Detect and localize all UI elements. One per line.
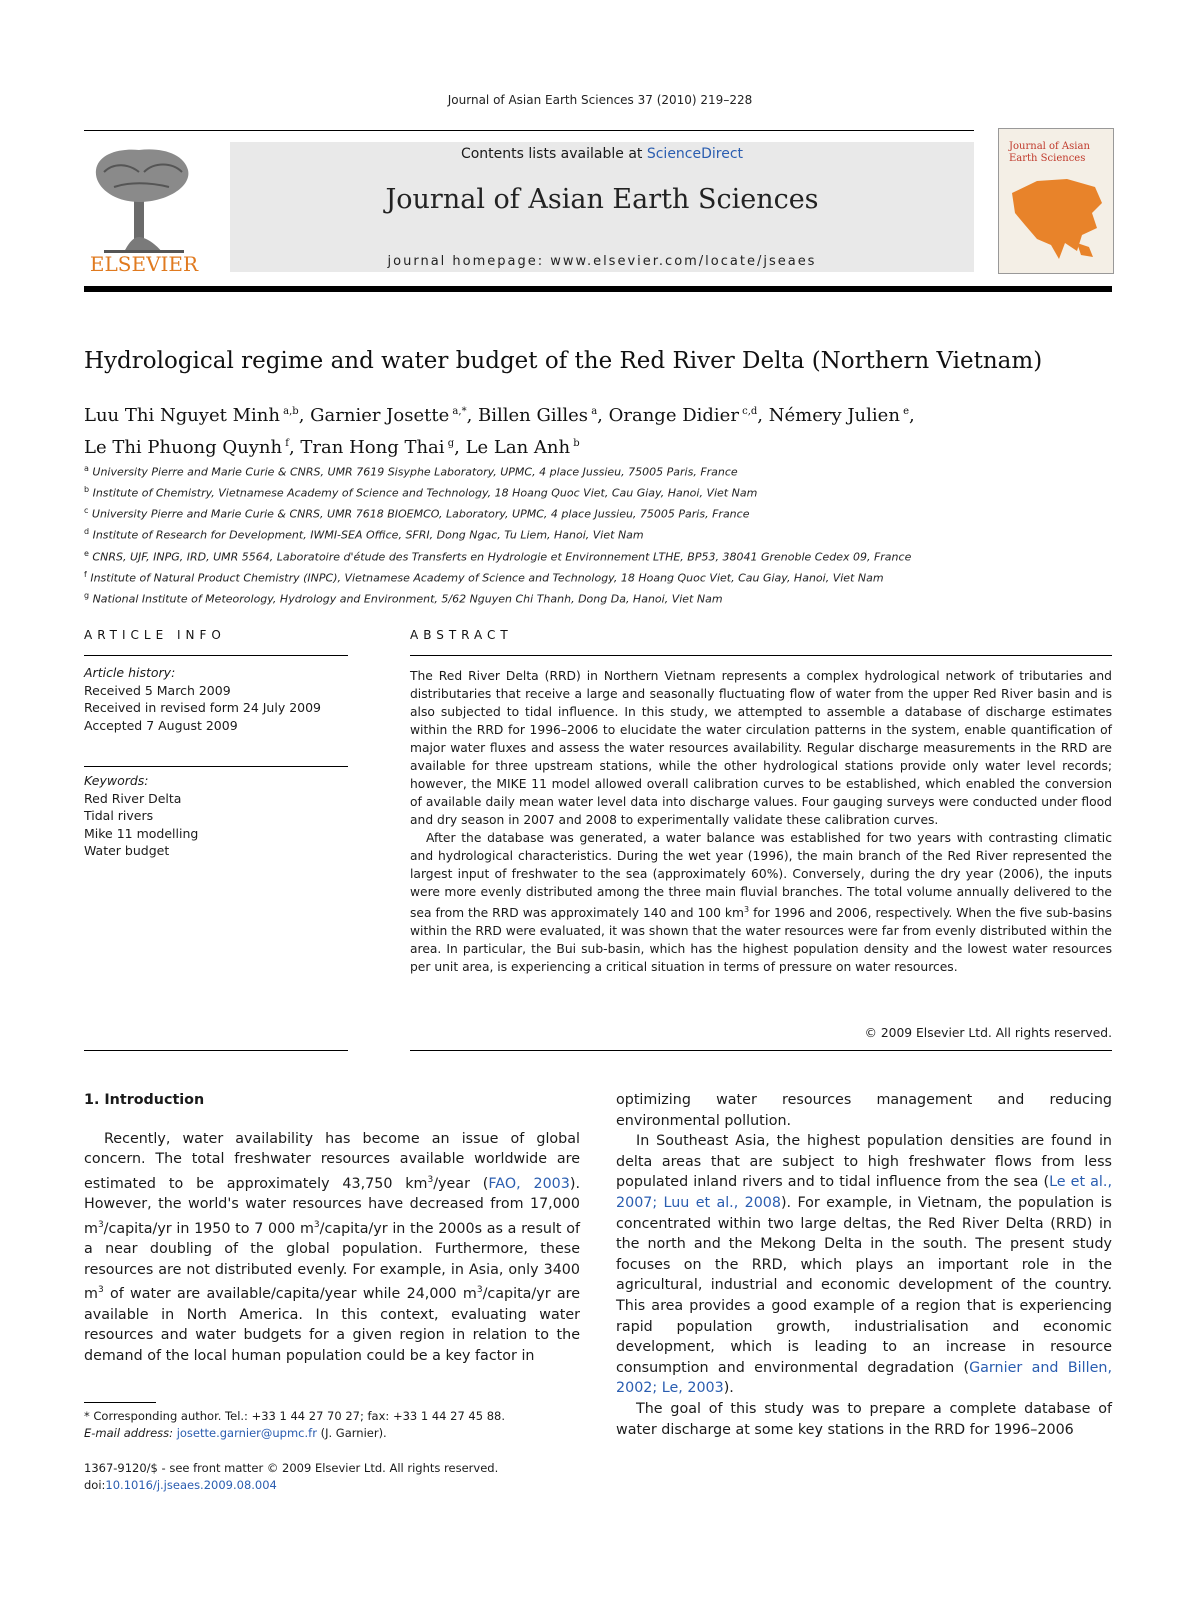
journal-title: Journal of Asian Earth Sciences: [385, 184, 819, 215]
keywords-rule: [84, 766, 348, 767]
body-paragraph: [84, 1129, 580, 1367]
keyword-item: Mike 11 modelling: [84, 825, 199, 841]
article-info-heading: ARTICLE INFO: [84, 628, 226, 642]
affiliation-mark: a: [84, 464, 89, 473]
superscript: 3: [427, 1174, 434, 1185]
affiliation-mark: g: [84, 590, 90, 600]
article-history: [84, 664, 348, 734]
author-affiliation-mark: c,d: [738, 406, 758, 417]
superscript: 3: [97, 1219, 104, 1230]
affiliation-mark: d: [84, 527, 90, 537]
journal-reference: Journal of Asian Earth Sciences 37 (2010) 219–228: [447, 93, 753, 107]
contents-line: [230, 146, 974, 162]
header-thick-rule: [84, 286, 1112, 292]
abstract-text-span: After the database was generated, a water balance was established for two years with contrasting climatic and hydrological characteristics. During the wet year (1996), the main branch of the Red River represented the largest input of freshwater to the sea (approximately 60%). Conversely, during the dry year (2006), the inputs were more evenly distributed among the three main fluvial branches. The total volume annually delivered to the sea from the RRD was approximately 140 and 100 km: [410, 831, 1112, 921]
affiliation-text: CNRS, UJF, INPG, IRD, UMR 5564, Laboratoire d'étude des Transferts en Hydrologie et Environnement LTHE, BP53, 38041 Grenoble Cedex 09, France: [88, 550, 912, 564]
text-span: ).: [723, 1380, 734, 1397]
affiliation-text: Institute of Research for Development, IWMI-SEA Office, SFRI, Dong Ngac, Tu Liem, Hanoi, Viet Nam: [89, 529, 644, 543]
author: , Tran Hong Thai: [288, 437, 445, 458]
author-affiliation-mark: a,b: [279, 406, 299, 417]
superscript: 3: [97, 1285, 104, 1296]
author: , Garnier Josette: [298, 405, 450, 426]
abstract-copyright: © 2009 Elsevier Ltd. All rights reserved.: [864, 1026, 1112, 1040]
superscript: 3: [476, 1285, 483, 1296]
author-affiliation-mark: e: [899, 406, 910, 417]
journal-banner: [230, 142, 974, 272]
affiliation-text: Institute of Natural Product Chemistry (INPC), Vietnamese Academy of Science and Technology, 18 Hoang Quoc Viet, Cau Giay, Hanoi, Viet Nam: [86, 571, 884, 585]
doi-prefix: doi:: [84, 1478, 106, 1492]
email-line: [84, 1425, 580, 1442]
affiliation-text: University Pierre and Marie Curie & CNRS, UMR 7619 Sisyphe Laboratory, UPMC, 4 place Jussieu, 75005 Paris, France: [88, 465, 738, 479]
section-heading: 1. Introduction: [84, 1092, 205, 1108]
affiliation-item: [84, 566, 1124, 587]
text-span: ). For example, in Vietnam, the population is concentrated within two large deltas, the Red River Delta (RRD) in the north and the Mekong Delta in the south. The present study focuses on the RRD, which plays an important role in the agricultural, industrial and economic development of the country. This area provides a good example of a region that is experiencing rapid population growth, industrialisation and economic development, which is leading to an increase in resource consumption and environmental degradation (: [616, 1194, 1112, 1376]
abstract-bottom-rule: [410, 1050, 1112, 1051]
author-affiliation-mark: f: [282, 438, 289, 449]
contents-prefix: Contents lists available at: [460, 146, 647, 162]
keyword-item: Red River Delta: [84, 790, 182, 806]
affiliation-item: [84, 481, 1124, 502]
publisher-name: ELSEVIER: [89, 252, 199, 276]
abstract-body: [410, 667, 1112, 976]
body-paragraph: The goal of this study was to prepare a complete database of water discharge at some key stations in the RRD for 1996–2006: [616, 1400, 1112, 1438]
superscript: 3: [744, 905, 750, 914]
affiliation-mark: b: [84, 485, 90, 495]
asia-map-icon: [1007, 173, 1105, 265]
doi-line: [84, 1477, 580, 1494]
affiliation-text: National Institute of Meteorology, Hydrology and Environment, 5/62 Nguyen Chi Thanh, Dong Da, Hanoi, Viet Nam: [89, 592, 723, 606]
doi-link[interactable]: 10.1016/j.jseaes.2009.08.004: [105, 1478, 277, 1492]
history-item: Received in revised form 24 July 2009: [84, 700, 322, 715]
affiliation-mark: e: [84, 548, 89, 558]
affiliation-item: [84, 545, 1124, 566]
email-suffix: (J. Garnier).: [316, 1426, 387, 1440]
elsevier-logo: [84, 142, 204, 277]
abstract-paragraph: The Red River Delta (RRD) in Northern Vietnam represents a complex hydrological network of tributaries and distributaries that receive a large and seasonally fluctuating flow of water from the upper Red River basin and is also subjected to tidal influence. In this study, we attempted to assemble a database of discharge estimates within the RRD for 1996–2006 to elucidate the water circulation patterns in the system, enable quantification of major water fluxes and assess the water resources availability. Regular discharge measurements in the RRD are available for three upstream stations, while the other hydrological stations provide only water level records; however, the MIKE 11 model allowed overall calibration curves to be established, which enabled the conversion of available daily mean water level data into discharge values. Four gauging surveys were conducted under flood and dry season in 2007 and 2008 to experimentally validate these calibration curves.: [410, 669, 1112, 827]
author-separator: ,: [909, 405, 915, 426]
text-span: /capita/yr in the 2000s as a result of a near doubling of the global population. Furthermore, these resources are not distributed evenly. For example, in Asia, only 3400 m: [84, 1220, 580, 1303]
article-title: Hydrological regime and water budget of the Red River Delta (Northern Vietnam): [84, 348, 1043, 374]
text-span: ). However, the world's water resources have decreased from 17,000 m: [84, 1175, 580, 1237]
author: , Némery Julien: [757, 405, 900, 426]
history-item: Received 5 March 2009: [84, 682, 231, 698]
email-link[interactable]: josette.garnier@upmc.fr: [176, 1426, 317, 1440]
citation-link[interactable]: Garnier and Billen, 2002; Le, 2003: [616, 1359, 1112, 1397]
affiliation-item: [84, 502, 1124, 523]
body-paragraph: optimizing water resources management and reducing environmental pollution.: [616, 1092, 1112, 1129]
affiliation-mark: f: [84, 569, 87, 579]
abstract-rule: [410, 655, 1112, 656]
author: Le Thi Phuong Quynh: [84, 437, 283, 458]
body-right-column: [616, 1090, 1112, 1440]
superscript: 3: [313, 1219, 320, 1230]
keywords: [84, 772, 348, 860]
footnote-rule: [84, 1402, 156, 1403]
authors-line-2: [84, 430, 1124, 462]
front-matter: [84, 1460, 580, 1494]
abstract-text-span: for 1996 and 2006, respectively. When the five sub-basins within the RRD were evaluated, it was shown that the water resources were far from evenly distributed within the area. In particular, the Bui sub-basin, which has the highest population density and the lowest water resources per unit area, is experiencing a critical situation in terms of pressure on water resources.: [410, 906, 1112, 975]
abstract-paragraph: [410, 829, 1112, 976]
affiliation-text: University Pierre and Marie Curie & CNRS, UMR 7618 BIOEMCO, Laboratory, UPMC, 4 place Jussieu, 75005 Paris, France: [88, 507, 750, 521]
corresponding-note: * Corresponding author. Tel.: +33 1 44 27 70 27; fax: +33 1 44 27 45 88.: [84, 1409, 505, 1423]
sciencedirect-link[interactable]: ScienceDirect: [646, 146, 744, 162]
author-affiliation-mark: b: [570, 438, 580, 449]
author-affiliation-mark[interactable]: a,*: [449, 406, 467, 417]
text-span: Recently, water availability has become an issue of global concern. The total freshwater resources available worldwide are estimated to be approximately 43,750 km: [84, 1130, 580, 1192]
body-paragraph: [616, 1131, 1112, 1399]
author-affiliation-mark: g: [444, 438, 455, 449]
abstract-heading: ABSTRACT: [410, 628, 513, 642]
author-affiliation-mark: a: [588, 406, 598, 417]
text-span: In Southeast Asia, the highest population densities are found in delta areas that are subject to high freshwater flows from less populated inland rivers and to tidal influence from the sea (: [616, 1133, 1112, 1191]
authors-line-1: [84, 398, 1124, 430]
front-matter-line: 1367-9120/$ - see front matter © 2009 Elsevier Ltd. All rights reserved.: [84, 1461, 499, 1475]
keyword-item: Water budget: [84, 843, 170, 858]
affiliation-item: [84, 460, 1124, 481]
citation-link[interactable]: Le et al., 2007; Luu et al., 2008: [616, 1174, 1112, 1211]
header-top-rule: [84, 130, 974, 131]
author: , Orange Didier: [597, 405, 739, 426]
text-span: /year (: [433, 1175, 489, 1192]
affiliation-item: [84, 587, 1124, 608]
journal-cover: [998, 128, 1114, 274]
affiliation-mark: c: [84, 506, 89, 516]
text-span: /capita/yr are available in North America. In this context, evaluating water resources and water budgets for a given region in relation to the demand of the local human population could be a key factor in: [84, 1286, 580, 1364]
cover-title: Journal of Asian Earth Sciences: [1009, 141, 1090, 164]
keywords-label: Keywords:: [84, 773, 149, 788]
author: , Le Lan Anh: [454, 437, 571, 458]
journal-homepage[interactable]: journal homepage: www.elsevier.com/locate/jseaes: [387, 254, 817, 269]
author-list: [84, 398, 1124, 462]
email-label: E-mail address:: [84, 1426, 177, 1440]
affiliations: [84, 460, 1124, 608]
corresponding-author-footnote: [84, 1408, 580, 1442]
affiliation-item: [84, 523, 1124, 544]
article-info-bottom-rule: [84, 1050, 348, 1051]
text-span: of water are available/capita/year while 24,000 m: [103, 1286, 477, 1303]
citation-link[interactable]: FAO, 2003: [488, 1175, 570, 1192]
article-info-rule: [84, 655, 348, 656]
body-left-column: [84, 1090, 580, 1366]
history-item: Accepted 7 August 2009: [84, 717, 238, 733]
author: , Billen Gilles: [466, 405, 589, 426]
history-label: Article history:: [84, 665, 176, 680]
author: Luu Thi Nguyet Minh: [84, 405, 280, 426]
affiliation-text: Institute of Chemistry, Vietnamese Academy of Science and Technology, 18 Hoang Quoc Viet, Cau Giay, Hanoi, Viet Nam: [89, 486, 758, 500]
keyword-item: Tidal rivers: [84, 808, 154, 823]
text-span: /capita/yr in 1950 to 7 000 m: [103, 1220, 314, 1237]
